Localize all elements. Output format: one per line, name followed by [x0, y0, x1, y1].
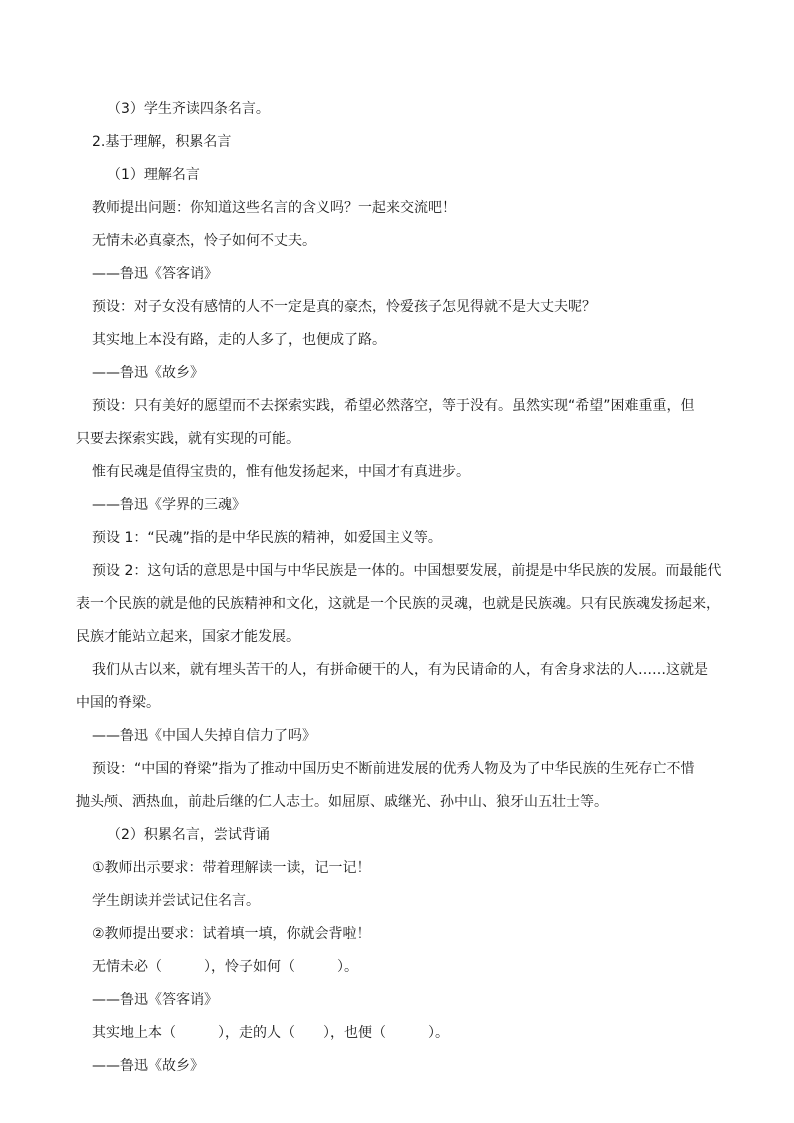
text-line: 预设：对子女没有感情的人不一定是真的豪杰，怜爱孩子怎见得就不是大丈夫呢？ — [92, 299, 596, 315]
subsection-heading: （2）积累名言，尝试背诵 — [107, 827, 270, 843]
text-line: 只要去探索实践，就有实现的可能。 — [76, 431, 300, 447]
text-line: 预设：只有美好的愿望而不去探索实践，希望必然落空，等于没有。虽然实现“希望”困难重重，但 — [92, 398, 695, 414]
quote-line: 中国的脊梁。 — [76, 695, 160, 711]
quote-line: 无情未必真豪杰，怜子如何不丈夫。 — [92, 233, 316, 249]
text-line: 学生朗读并尝试记住名言。 — [92, 893, 260, 909]
text-line: 民族才能站立起来，国家才能发展。 — [76, 629, 300, 645]
quote-source: ——鲁迅《答客诮》 — [92, 992, 218, 1008]
text-line: ②教师提出要求：试着填一填，你就会背啦！ — [92, 926, 371, 942]
quote-source: ——鲁迅《答客诮》 — [92, 266, 218, 282]
quote-line: 我们从古以来，就有埋头苦干的人，有拼命硬干的人，有为民请命的人，有舍身求法的人……这就是 — [92, 662, 708, 678]
text-line: 预设 2：这句话的意思是中国与中华民族是一体的。中国想要发展，前提是中华民族的发展。而最能代 — [92, 563, 722, 579]
fill-in-blank-line: 其实地上本（ ），走的人（ ），也便（ ）。 — [92, 1025, 449, 1041]
quote-line: 其实地上本没有路，走的人多了，也便成了路。 — [92, 332, 386, 348]
text-line: 教师提出问题：你知道这些名言的含义吗？一起来交流吧！ — [92, 200, 456, 216]
text-line: 抛头颅、洒热血，前赴后继的仁人志士。如屈原、戚继光、孙中山、狼牙山五壮士等。 — [76, 794, 608, 810]
subsection-heading: （1）理解名言 — [107, 167, 200, 183]
section-heading: 2.基于理解，积累名言 — [92, 134, 232, 150]
quote-source: ——鲁迅《故乡》 — [92, 1058, 204, 1074]
text-line: （3）学生齐读四条名言。 — [107, 101, 270, 117]
fill-in-blank-line: 无情未必（ ），怜子如何（ ）。 — [92, 959, 358, 975]
text-line: 预设 1：“民魂”指的是中华民族的精神，如爱国主义等。 — [92, 530, 442, 546]
quote-source: ——鲁迅《中国人失掉自信力了吗》 — [92, 728, 316, 744]
quote-line: 惟有民魂是值得宝贵的，惟有他发扬起来，中国才有真进步。 — [92, 464, 470, 480]
quote-source: ——鲁迅《学界的三魂》 — [92, 497, 246, 513]
text-line: ①教师出示要求：带着理解读一读，记一记！ — [92, 860, 371, 876]
text-line: 表一个民族的就是他的民族精神和文化，这就是一个民族的灵魂，也就是民族魂。只有民族魂发扬起来， — [76, 596, 720, 612]
quote-source: ——鲁迅《故乡》 — [92, 365, 204, 381]
text-line: 预设：“中国的脊梁”指为了推动中国历史不断前进发展的优秀人物及为了中华民族的生死存亡不惜 — [92, 761, 695, 777]
